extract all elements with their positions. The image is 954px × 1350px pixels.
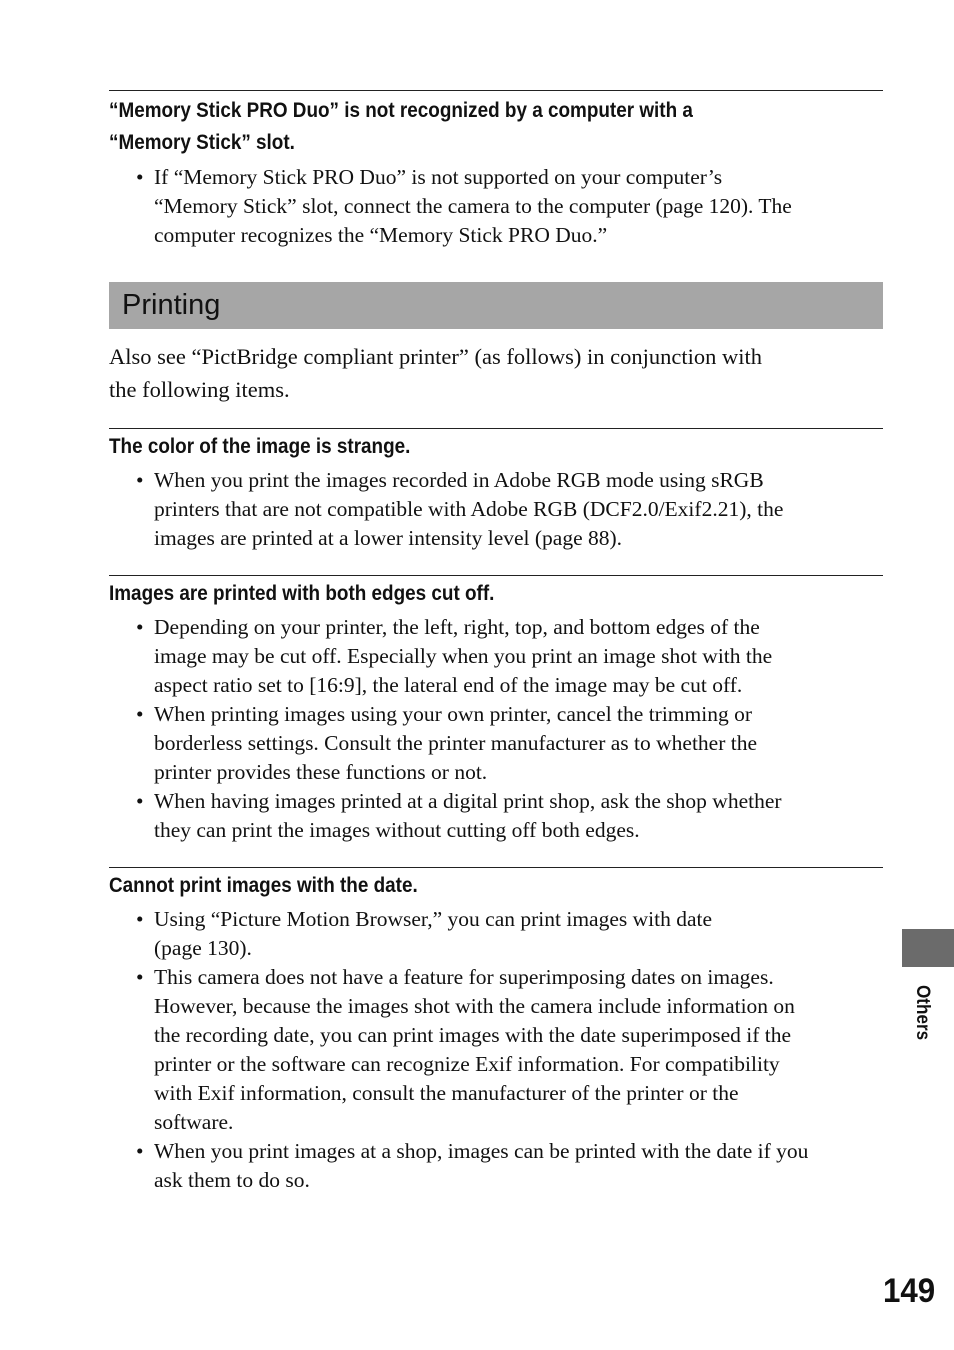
list-item — [109, 466, 883, 553]
bullet-icon: • — [136, 468, 144, 492]
text-line: When you print images at a shop, images can be printed with the date if you — [154, 1139, 809, 1163]
text-line: This camera does not have a feature for superimposing dates on images. — [154, 965, 774, 989]
bullet-list — [109, 163, 883, 250]
color-strange-heading: The color of the image is strange. — [109, 435, 411, 458]
bullet-icon: • — [136, 1139, 144, 1163]
text-line: ask them to do so. — [154, 1168, 310, 1192]
list-item — [109, 700, 883, 787]
heading-line: “Memory Stick PRO Duo” is not recognized by a computer with a — [109, 99, 693, 122]
bullet-icon: • — [136, 165, 144, 189]
printing-intro — [109, 340, 883, 406]
text-line: they can print the images without cutting off both edges. — [154, 818, 640, 842]
bullet-list — [109, 905, 883, 1195]
text-line: Also see “PictBridge compliant printer” (as follows) in conjunction with — [109, 344, 762, 369]
bullet-list — [109, 466, 883, 553]
bullet-icon: • — [136, 615, 144, 639]
text-line: printers that are not compatible with Adobe RGB (DCF2.0/Exif2.21), the — [154, 497, 784, 521]
text-line: If “Memory Stick PRO Duo” is not supported on your computer’s — [154, 165, 723, 189]
text-line: aspect ratio set to [16:9], the lateral end of the image may be cut off. — [154, 673, 743, 697]
text-line: with Exif information, consult the manufacturer of the printer or the — [154, 1081, 739, 1105]
list-item — [109, 963, 883, 1137]
text-line: Using “Picture Motion Browser,” you can print images with date — [154, 907, 713, 931]
bullet-icon: • — [136, 907, 144, 931]
divider — [109, 90, 883, 91]
text-line: (page 130). — [154, 936, 252, 960]
bullet-icon: • — [136, 789, 144, 813]
text-line: When having images printed at a digital print shop, ask the shop whether — [154, 789, 782, 813]
divider — [109, 428, 883, 429]
list-item — [109, 613, 883, 700]
side-thumb-tab — [902, 929, 954, 967]
divider — [109, 867, 883, 868]
list-item — [109, 787, 883, 845]
divider — [109, 575, 883, 576]
section-title: Printing — [122, 289, 221, 321]
no-date-heading: Cannot print images with the date. — [109, 874, 418, 897]
text-line: “Memory Stick” slot, connect the camera to the computer (page 120). The — [154, 194, 792, 218]
text-line: When printing images using your own printer, cancel the trimming or — [154, 702, 753, 726]
bullet-list — [109, 613, 883, 845]
text-line: printer provides these functions or not. — [154, 760, 488, 784]
bullet-icon: • — [136, 965, 144, 989]
edges-cut-block — [109, 575, 883, 845]
list-item — [109, 1137, 883, 1195]
side-tab-label: Others — [912, 985, 933, 1041]
text-line: computer recognizes the “Memory Stick PRO Duo.” — [154, 223, 608, 247]
memory-stick-block — [109, 90, 883, 250]
text-line: image may be cut off. Especially when you print an image shot with the — [154, 644, 773, 668]
text-line: the recording date, you can print images with the date superimposed if the — [154, 1023, 792, 1047]
text-line: Depending on your printer, the left, right, top, and bottom edges of the — [154, 615, 760, 639]
text-line: the following items. — [109, 377, 290, 402]
section-header-printing — [109, 282, 883, 329]
list-item — [109, 905, 883, 963]
edges-cut-heading: Images are printed with both edges cut off. — [109, 582, 495, 605]
text-line: software. — [154, 1110, 234, 1134]
text-line: images are printed at a lower intensity level (page 88). — [154, 526, 623, 550]
color-strange-block — [109, 428, 883, 553]
no-date-block — [109, 867, 883, 1195]
text-line: borderless settings. Consult the printer manufacturer as to whether the — [154, 731, 758, 755]
bullet-icon: • — [136, 702, 144, 726]
heading-line: “Memory Stick” slot. — [109, 131, 295, 154]
text-line: However, because the images shot with the camera include information on — [154, 994, 795, 1018]
text-line: printer or the software can recognize Exif information. For compatibility — [154, 1052, 780, 1076]
memory-stick-heading — [109, 95, 806, 159]
page-content — [109, 90, 883, 1195]
page-number: 149 — [883, 1272, 936, 1310]
text-line: When you print the images recorded in Adobe RGB mode using sRGB — [154, 468, 764, 492]
list-item — [109, 163, 883, 250]
